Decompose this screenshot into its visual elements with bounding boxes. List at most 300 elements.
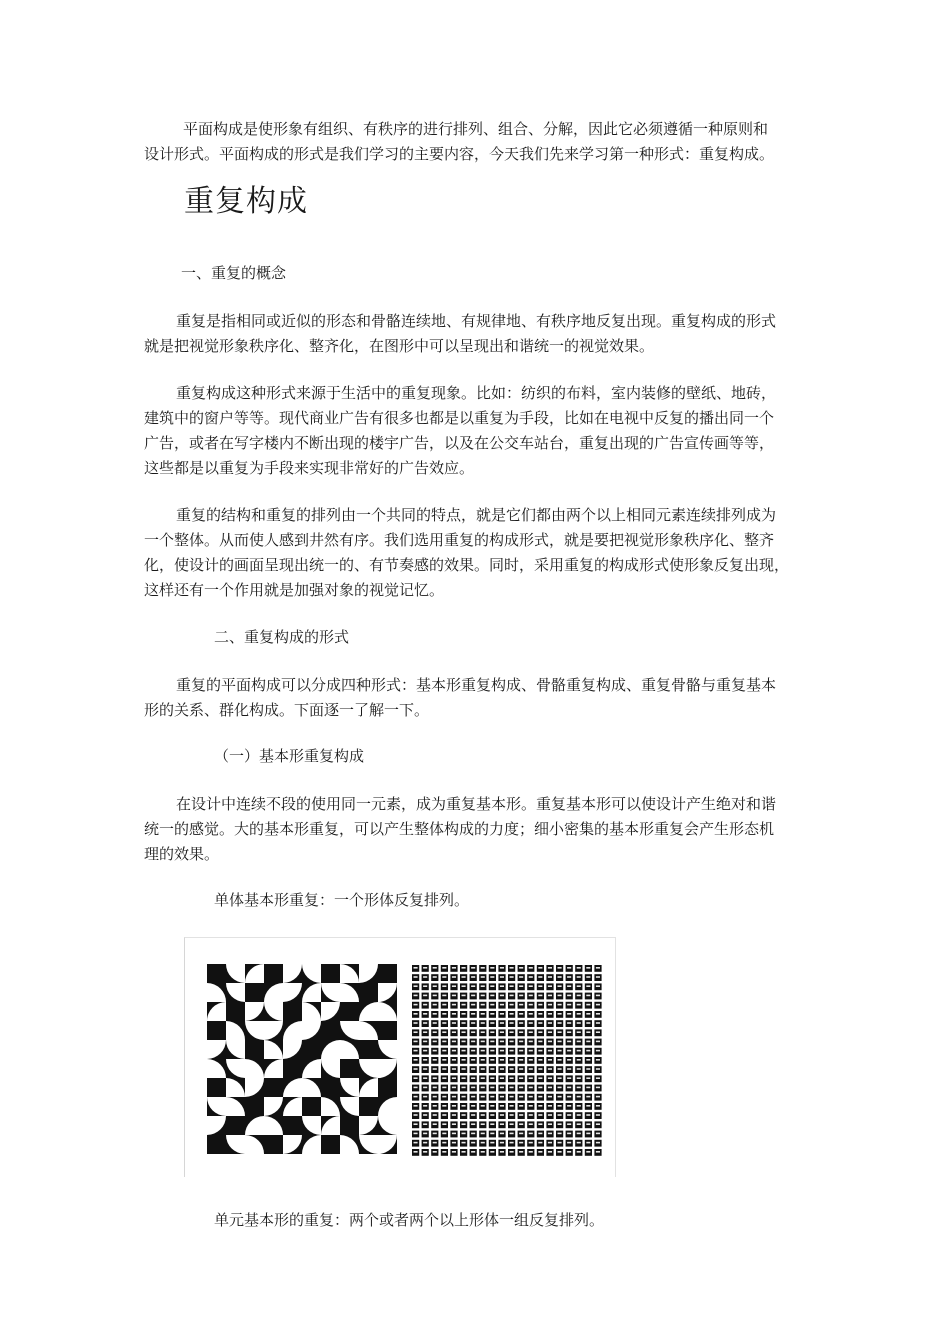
grid-cell-slit: [423, 967, 427, 969]
grid-cell-slit: [548, 976, 552, 978]
grid-cell-slit: [538, 1013, 542, 1015]
grid-cell-slit: [462, 1077, 466, 1079]
grid-cell-slit: [567, 985, 571, 987]
grid-cell-slit: [510, 1142, 514, 1144]
grid-cell-slit: [423, 1096, 427, 1098]
s2p1-line-2: 形的关系、群化构成。下面逐一了解一下。: [144, 701, 430, 719]
grid-cell-slit: [510, 1133, 514, 1135]
grid-cell-slit: [586, 1031, 590, 1033]
repeat-pattern-figure: [184, 937, 616, 1177]
grid-cell-slit: [596, 976, 600, 978]
grid-cell-slit: [471, 985, 475, 987]
grid-cell-slit: [577, 967, 581, 969]
grid-cell-slit: [548, 1123, 552, 1125]
grid-cell-slit: [596, 1123, 600, 1125]
grid-cell-slit: [558, 1096, 562, 1098]
grid-cell-slit: [519, 1114, 523, 1116]
grid-cell-slit: [510, 1041, 514, 1043]
grid-cell-slit: [567, 1013, 571, 1015]
grid-cell-slit: [558, 967, 562, 969]
grid-cell-slit: [586, 1022, 590, 1024]
grid-cell-slit: [423, 1004, 427, 1006]
grid-cell-slit: [529, 985, 533, 987]
grid-cell-slit: [414, 967, 418, 969]
grid-cell-slit: [548, 985, 552, 987]
grid-cell-slit: [548, 1031, 552, 1033]
grid-cell-slit: [423, 1151, 427, 1153]
grid-cell-slit: [462, 1142, 466, 1144]
grid-cell-slit: [490, 976, 494, 978]
grid-cell-slit: [519, 1087, 523, 1089]
grid-cell-slit: [567, 1004, 571, 1006]
grid-cell-slit: [452, 985, 456, 987]
grid-cell-slit: [558, 1022, 562, 1024]
grid-cell-slit: [548, 1105, 552, 1107]
grid-cell-slit: [538, 1041, 542, 1043]
grid-cell-slit: [452, 1105, 456, 1107]
grid-cell-slit: [442, 967, 446, 969]
grid-cell-slit: [414, 1059, 418, 1061]
grid-cell-slit: [548, 1041, 552, 1043]
grid-cell-slit: [538, 1004, 542, 1006]
grid-cell-slit: [519, 1142, 523, 1144]
grid-cell-slit: [490, 995, 494, 997]
grid-cell-slit: [596, 1041, 600, 1043]
s1p2-line-2: 建筑中的窗户等等。现代商业广告有很多也都是以重复为手段，比如在电视中反复的播出同一个: [144, 409, 775, 427]
grid-cell-slit: [442, 1087, 446, 1089]
grid-cell-slit: [596, 985, 600, 987]
grid-cell-slit: [567, 1151, 571, 1153]
grid-cell-slit: [586, 1041, 590, 1043]
grid-cell-slit: [577, 1096, 581, 1098]
section1-heading: 一、重复的概念: [181, 264, 287, 282]
grid-cell-slit: [462, 976, 466, 978]
grid-cell-slit: [577, 1114, 581, 1116]
grid-cell-slit: [596, 1142, 600, 1144]
grid-cell-slit: [510, 1123, 514, 1125]
grid-cell-slit: [433, 1031, 437, 1033]
grid-cell-slit: [500, 1013, 504, 1015]
grid-cell-slit: [577, 1031, 581, 1033]
grid-cell-slit: [529, 976, 533, 978]
grid-cell-slit: [442, 1068, 446, 1070]
grid-cell-slit: [433, 1022, 437, 1024]
grid-cell-slit: [500, 1050, 504, 1052]
grid-cell-slit: [433, 1105, 437, 1107]
grid-cell-slit: [538, 1068, 542, 1070]
grid-cell-slit: [452, 976, 456, 978]
grid-cell-slit: [481, 1123, 485, 1125]
grid-cell-slit: [433, 1059, 437, 1061]
grid-cell-slit: [500, 1114, 504, 1116]
grid-cell-slit: [442, 1013, 446, 1015]
grid-cell-slit: [490, 1013, 494, 1015]
grid-cell-slit: [452, 967, 456, 969]
grid-cell-slit: [442, 1123, 446, 1125]
grid-cell-slit: [462, 1068, 466, 1070]
grid-cell-slit: [596, 1013, 600, 1015]
grid-cell-slit: [471, 1050, 475, 1052]
grid-cell-slit: [519, 1059, 523, 1061]
grid-cell-slit: [567, 1123, 571, 1125]
grid-cell-slit: [471, 1105, 475, 1107]
grid-cell-slit: [442, 976, 446, 978]
grid-cell-slit: [433, 1004, 437, 1006]
grid-cell-slit: [510, 1013, 514, 1015]
grid-cell-slit: [452, 1142, 456, 1144]
grid-cell-slit: [462, 1151, 466, 1153]
grid-cell-slit: [442, 1031, 446, 1033]
grid-cell-slit: [500, 1031, 504, 1033]
grid-cell-slit: [481, 967, 485, 969]
grid-cell-slit: [567, 1087, 571, 1089]
grid-cell-slit: [510, 985, 514, 987]
grid-cell-slit: [414, 1105, 418, 1107]
grid-cell-slit: [538, 1022, 542, 1024]
grid-cell-slit: [471, 1142, 475, 1144]
grid-cell-slit: [490, 1105, 494, 1107]
grid-cell-slit: [567, 995, 571, 997]
s1p2-line-3: 广告，或者在写字楼内不断出现的楼宇广告，以及在公交车站台，重复出现的广告宣传画等等，: [144, 434, 775, 452]
grid-cell-slit: [442, 985, 446, 987]
grid-cell-slit: [586, 985, 590, 987]
grid-cell-slit: [500, 985, 504, 987]
grid-cell-slit: [548, 995, 552, 997]
grid-cell-slit: [481, 1151, 485, 1153]
grid-cell-slit: [548, 1133, 552, 1135]
grid-cell-slit: [577, 1077, 581, 1079]
grid-cell-slit: [433, 995, 437, 997]
grid-cell-slit: [596, 1031, 600, 1033]
grid-cell-slit: [414, 1151, 418, 1153]
grid-cell-slit: [490, 1096, 494, 1098]
grid-cell-slit: [481, 1041, 485, 1043]
grid-cell-slit: [481, 1050, 485, 1052]
grid-cell-slit: [423, 976, 427, 978]
grid-cell-slit: [442, 1133, 446, 1135]
grid-cell-slit: [548, 1096, 552, 1098]
grid-cell-slit: [433, 1096, 437, 1098]
grid-cell-slit: [586, 976, 590, 978]
grid-cell-slit: [577, 1068, 581, 1070]
grid-cell-slit: [586, 1105, 590, 1107]
grid-cell-slit: [519, 1004, 523, 1006]
grid-cell-slit: [577, 1133, 581, 1135]
grid-cell-slit: [471, 1114, 475, 1116]
grid-cell-slit: [423, 1087, 427, 1089]
grid-cell-slit: [462, 1123, 466, 1125]
grid-cell-slit: [442, 1151, 446, 1153]
grid-cell-slit: [577, 1151, 581, 1153]
grid-cell-slit: [462, 1059, 466, 1061]
grid-cell-slit: [471, 1013, 475, 1015]
grid-cell-slit: [423, 995, 427, 997]
grid-cell-slit: [452, 1096, 456, 1098]
grid-cell-slit: [452, 1059, 456, 1061]
grid-cell-slit: [558, 1059, 562, 1061]
grid-cell-slit: [423, 1059, 427, 1061]
grid-cell-slit: [481, 1077, 485, 1079]
grid-cell-slit: [529, 1004, 533, 1006]
grid-cell-slit: [519, 1022, 523, 1024]
grid-cell-slit: [433, 1041, 437, 1043]
grid-cell-slit: [577, 1004, 581, 1006]
grid-cell-slit: [567, 967, 571, 969]
grid-cell-slit: [423, 1013, 427, 1015]
grid-cell-slit: [414, 1142, 418, 1144]
grid-cell-slit: [433, 1087, 437, 1089]
grid-cell-slit: [529, 1031, 533, 1033]
grid-cell-slit: [490, 1050, 494, 1052]
grid-cell-slit: [433, 976, 437, 978]
grid-cell-slit: [442, 1142, 446, 1144]
grid-cell-slit: [538, 976, 542, 978]
grid-cell-slit: [500, 1059, 504, 1061]
grid-cell-slit: [452, 1133, 456, 1135]
grid-cell-slit: [519, 1077, 523, 1079]
grid-cell-slit: [510, 1096, 514, 1098]
grid-cell-slit: [481, 1004, 485, 1006]
grid-cell-slit: [414, 995, 418, 997]
grid-cell-slit: [510, 1031, 514, 1033]
grid-cell-slit: [586, 1133, 590, 1135]
grid-cell-slit: [414, 1096, 418, 1098]
grid-cell-slit: [558, 976, 562, 978]
grid-cell-slit: [538, 1087, 542, 1089]
grid-cell-slit: [452, 1087, 456, 1089]
grid-cell-slit: [586, 1013, 590, 1015]
grid-cell-slit: [423, 1041, 427, 1043]
grid-cell-slit: [529, 1105, 533, 1107]
grid-cell-slit: [510, 967, 514, 969]
grid-cell-slit: [433, 1123, 437, 1125]
grid-cell-slit: [423, 1050, 427, 1052]
grid-cell-slit: [471, 1022, 475, 1024]
grid-cell-slit: [567, 1022, 571, 1024]
grid-cell-slit: [567, 1041, 571, 1043]
grid-cell-slit: [414, 1013, 418, 1015]
grid-cell-slit: [481, 1013, 485, 1015]
grid-cell-slit: [481, 985, 485, 987]
grid-cell-slit: [510, 1022, 514, 1024]
grid-cell-slit: [548, 1022, 552, 1024]
grid-cell-slit: [452, 1031, 456, 1033]
grid-cell-slit: [414, 1087, 418, 1089]
grid-cell-slit: [500, 1022, 504, 1024]
grid-cell-slit: [538, 1105, 542, 1107]
page-title: 重复构成: [184, 184, 308, 219]
grid-cell-slit: [500, 1041, 504, 1043]
grid-cell-slit: [558, 1123, 562, 1125]
grid-cell-slit: [586, 1142, 590, 1144]
grid-cell-slit: [500, 1105, 504, 1107]
grid-cell-slit: [500, 1004, 504, 1006]
grid-cell-slit: [490, 1087, 494, 1089]
grid-cell-slit: [596, 1059, 600, 1061]
grid-cell-slit: [433, 1142, 437, 1144]
grid-cell-slit: [462, 995, 466, 997]
grid-cell-slit: [500, 1068, 504, 1070]
grid-cell-slit: [442, 1050, 446, 1052]
grid-cell-slit: [414, 985, 418, 987]
grid-cell-slit: [529, 1041, 533, 1043]
grid-cell-slit: [490, 1031, 494, 1033]
grid-cell-slit: [577, 1123, 581, 1125]
grid-cell-slit: [462, 1087, 466, 1089]
grid-cell-slit: [471, 976, 475, 978]
grid-cell-slit: [452, 1041, 456, 1043]
grid-cell-slit: [586, 1077, 590, 1079]
grid-cell-slit: [471, 1059, 475, 1061]
grid-cell-slit: [510, 1068, 514, 1070]
grid-cell-slit: [462, 1004, 466, 1006]
grid-cell-slit: [500, 1123, 504, 1125]
grid-cell-slit: [510, 1087, 514, 1089]
grid-cell-slit: [481, 1105, 485, 1107]
grid-cell-slit: [462, 985, 466, 987]
grid-cell-slit: [500, 1142, 504, 1144]
grid-cell-slit: [462, 1133, 466, 1135]
s2p1-line-1: 重复的平面构成可以分成四种形式：基本形重复构成、骨骼重复构成、重复骨骼与重复基本: [176, 676, 777, 694]
grid-cell-slit: [471, 1077, 475, 1079]
subsection1-heading: （一）基本形重复构成: [214, 747, 365, 765]
s1p3-line-4: 这样还有一个作用就是加强对象的视觉记忆。: [144, 581, 445, 599]
s1p3-line-3: 化，使设计的画面呈现出统一的、有节奏感的效果。同时，采用重复的构成形式使形象反复出现，: [144, 556, 790, 574]
grid-cell-slit: [414, 1077, 418, 1079]
grid-cell-slit: [442, 1041, 446, 1043]
grid-cell-slit: [423, 1133, 427, 1135]
grid-cell-slit: [471, 1087, 475, 1089]
grid-cell-slit: [519, 1105, 523, 1107]
grid-cell-slit: [414, 1041, 418, 1043]
grid-cell-slit: [423, 1031, 427, 1033]
grid-cell-slit: [519, 1123, 523, 1125]
grid-cell-slit: [596, 1096, 600, 1098]
grid-cell-slit: [500, 976, 504, 978]
grid-cell-slit: [596, 1050, 600, 1052]
grid-cell-slit: [510, 1004, 514, 1006]
grid-cell-slit: [567, 1105, 571, 1107]
grid-cell-slit: [452, 1004, 456, 1006]
grid-cell-slit: [481, 995, 485, 997]
sub1p1-line-1: 在设计中连续不段的使用同一元素，成为重复基本形。重复基本形可以使设计产生绝对和谐: [176, 795, 777, 813]
grid-cell-slit: [586, 1096, 590, 1098]
grid-cell-slit: [519, 1068, 523, 1070]
grid-cell-slit: [596, 1087, 600, 1089]
grid-cell-slit: [558, 995, 562, 997]
fine-grid-repeat-pattern: [411, 964, 603, 1158]
grid-cell-slit: [500, 1077, 504, 1079]
grid-cell-slit: [423, 1142, 427, 1144]
grid-cell-slit: [596, 1133, 600, 1135]
grid-cell-slit: [414, 1123, 418, 1125]
grid-cell-slit: [414, 1133, 418, 1135]
sub1p1-line-2: 统一的感觉。大的基本形重复，可以产生整体构成的力度；细小密集的基本形重复会产生形态机: [144, 820, 775, 838]
grid-cell-slit: [567, 1096, 571, 1098]
grid-cell-slit: [500, 1087, 504, 1089]
grid-cell-slit: [577, 976, 581, 978]
grid-cell-slit: [529, 967, 533, 969]
grid-cell-slit: [442, 1096, 446, 1098]
grid-cell-slit: [414, 1004, 418, 1006]
grid-cell-slit: [596, 1077, 600, 1079]
grid-cell-slit: [586, 1059, 590, 1061]
grid-cell-slit: [567, 1142, 571, 1144]
grid-cell-slit: [414, 1022, 418, 1024]
grid-cell-slit: [490, 1133, 494, 1135]
grid-cell-slit: [519, 985, 523, 987]
grid-cell-slit: [529, 1096, 533, 1098]
grid-cell-slit: [596, 1022, 600, 1024]
grid-cell-slit: [538, 995, 542, 997]
grid-cell-slit: [490, 1059, 494, 1061]
grid-cell-slit: [481, 1133, 485, 1135]
s1p3-line-2: 一个整体。从而使人感到井然有序。我们选用重复的构成形式，就是要把视觉形象秩序化、整齐: [144, 531, 775, 549]
grid-cell-slit: [452, 1077, 456, 1079]
grid-cell-slit: [529, 1123, 533, 1125]
grid-cell-slit: [538, 1096, 542, 1098]
grid-cell-slit: [558, 1013, 562, 1015]
grid-cell-slit: [452, 1013, 456, 1015]
s1p1-line-1: 重复是指相同或近似的形态和骨骼连续地、有规律地、有秩序地反复出现。重复构成的形式: [176, 312, 777, 330]
grid-cell-slit: [462, 1096, 466, 1098]
grid-cell-slit: [414, 976, 418, 978]
grid-cell-slit: [567, 1114, 571, 1116]
grid-cell-slit: [490, 1022, 494, 1024]
grid-cell-slit: [577, 995, 581, 997]
grid-cell-slit: [548, 1114, 552, 1116]
grid-cell-slit: [548, 967, 552, 969]
grid-cell-slit: [423, 1123, 427, 1125]
grid-cell-slit: [558, 1105, 562, 1107]
grid-cell-slit: [442, 1114, 446, 1116]
grid-cell-slit: [567, 1077, 571, 1079]
grid-cell-slit: [471, 1004, 475, 1006]
grid-cell-slit: [577, 1142, 581, 1144]
grid-cell-slit: [567, 1059, 571, 1061]
grid-cell-slit: [481, 1087, 485, 1089]
grid-cell-slit: [481, 1022, 485, 1024]
grid-cell-slit: [548, 1004, 552, 1006]
intro-line-2: 设计形式。平面构成的形式是我们学习的主要内容，今天我们先来学习第一种形式：重复构成。: [144, 145, 775, 163]
grid-cell-slit: [433, 985, 437, 987]
grid-cell-slit: [471, 967, 475, 969]
single-shape-caption: 单体基本形重复：一个形体反复排列。: [214, 891, 470, 909]
grid-cell-slit: [558, 1077, 562, 1079]
grid-cell-slit: [586, 1050, 590, 1052]
grid-cell-slit: [481, 1096, 485, 1098]
grid-cell-slit: [529, 1050, 533, 1052]
grid-cell-slit: [462, 1022, 466, 1024]
grid-cell-slit: [471, 1096, 475, 1098]
grid-cell-slit: [510, 1114, 514, 1116]
grid-cell-slit: [442, 1004, 446, 1006]
grid-cell-slit: [490, 1004, 494, 1006]
grid-cell-slit: [510, 995, 514, 997]
grid-cell-slit: [586, 967, 590, 969]
grid-cell-slit: [519, 1050, 523, 1052]
grid-cell-slit: [519, 1031, 523, 1033]
grid-cell-slit: [414, 1050, 418, 1052]
grid-cell-slit: [586, 1087, 590, 1089]
grid-cell-slit: [586, 1114, 590, 1116]
grid-cell-slit: [462, 1041, 466, 1043]
grid-cell-slit: [442, 1022, 446, 1024]
grid-cell-slit: [529, 1068, 533, 1070]
grid-cell-slit: [577, 1041, 581, 1043]
grid-cell-slit: [529, 1059, 533, 1061]
grid-cell-slit: [490, 1041, 494, 1043]
